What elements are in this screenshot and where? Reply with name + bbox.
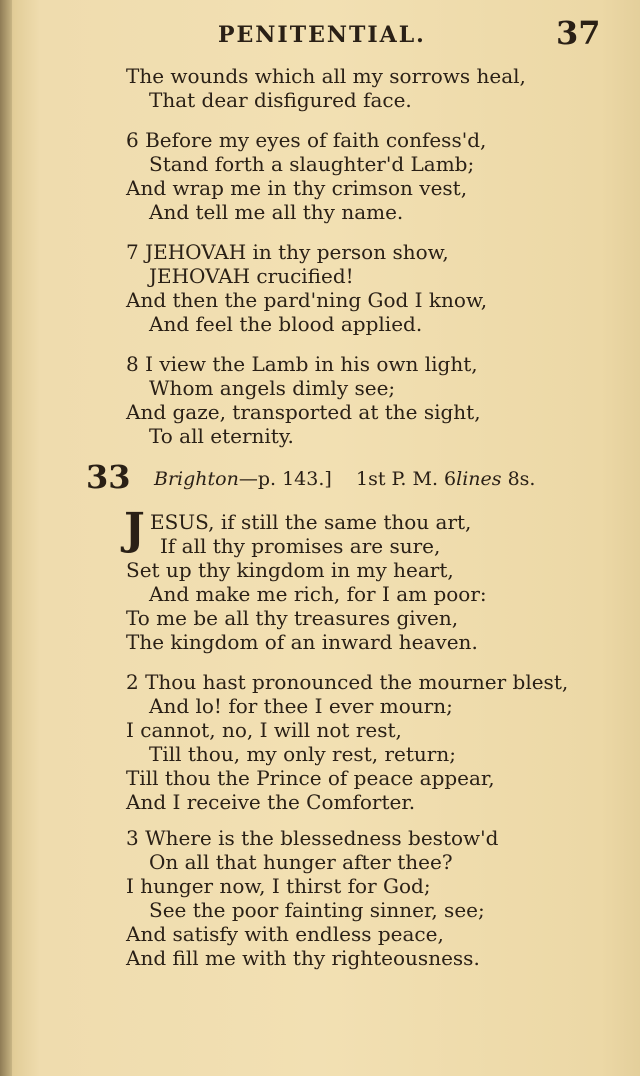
verse-line: And satisfy with endless peace,: [126, 922, 444, 946]
verse-line: 3 Where is the blessedness bestow'd: [126, 826, 499, 850]
verse-line: And tell me all thy name.: [149, 200, 404, 224]
verse-line: And fill me with thy righteousness.: [126, 946, 480, 970]
verse-line: And feel the blood applied.: [149, 312, 423, 336]
verse-line: I cannot, no, I will not rest,: [126, 718, 402, 742]
verse-line: And wrap me in thy crimson vest,: [126, 176, 468, 200]
verse-line: Stand forth a slaughter'd Lamb;: [149, 152, 475, 176]
verse-line: Till thou, my only rest, return;: [149, 742, 456, 766]
verse-line: ESUS, if still the same thou art,: [150, 510, 472, 534]
verse-line: 6 Before my eyes of faith confess'd,: [126, 128, 487, 152]
verse-line: Whom angels dimly see;: [149, 376, 396, 400]
running-title: PENITENTIAL.: [218, 22, 426, 48]
meter-suffix: 8s.: [507, 468, 536, 490]
verse-line: Set up thy kingdom in my heart,: [126, 558, 454, 582]
verse-line: If all thy promises are sure,: [160, 534, 441, 558]
verse-line: And lo! for thee I ever mourn;: [149, 694, 453, 718]
verse-line: See the poor fainting sinner, see;: [149, 898, 485, 922]
page-header: [0, 14, 640, 54]
page-binding-edge: [0, 0, 12, 1076]
hymn-number: 33: [86, 458, 131, 496]
verse-line: To me be all thy treasures given,: [126, 606, 459, 630]
verse-line: And I receive the Comforter.: [126, 790, 416, 814]
verse-line: Till thou the Prince of peace appear,: [126, 766, 495, 790]
verse-line: And gaze, transported at the sight,: [126, 400, 481, 424]
verse-line: 7 JEHOVAH in thy person show,: [126, 240, 449, 264]
page-number: 37: [556, 14, 601, 52]
verse-line: On all that hunger after thee?: [149, 850, 453, 874]
verse-line: To all eternity.: [149, 424, 294, 448]
verse-line: 2 Thou hast pronounced the mourner blest,: [126, 670, 569, 694]
verse-line: And make me rich, for I am poor:: [149, 582, 487, 606]
tune-reference: —p. 143.]: [238, 468, 332, 490]
drop-cap: J: [124, 504, 145, 555]
verse-line: I hunger now, I thirst for God;: [126, 874, 431, 898]
verse-line: That dear disfigured face.: [149, 88, 412, 112]
verse-line: 8 I view the Lamb in his own light,: [126, 352, 478, 376]
meter-italic: lines: [456, 468, 502, 490]
verse-line: And then the pard'ning God I know,: [126, 288, 488, 312]
verse-line: JEHOVAH crucified!: [149, 264, 354, 288]
hymn-tune-line: [154, 468, 535, 490]
meter: 1st P. M. 6: [355, 468, 457, 490]
verse-line: The wounds which all my sorrows heal,: [126, 64, 526, 88]
tune-name: Brighton: [154, 468, 239, 490]
verse-line: The kingdom of an inward heaven.: [126, 630, 478, 654]
